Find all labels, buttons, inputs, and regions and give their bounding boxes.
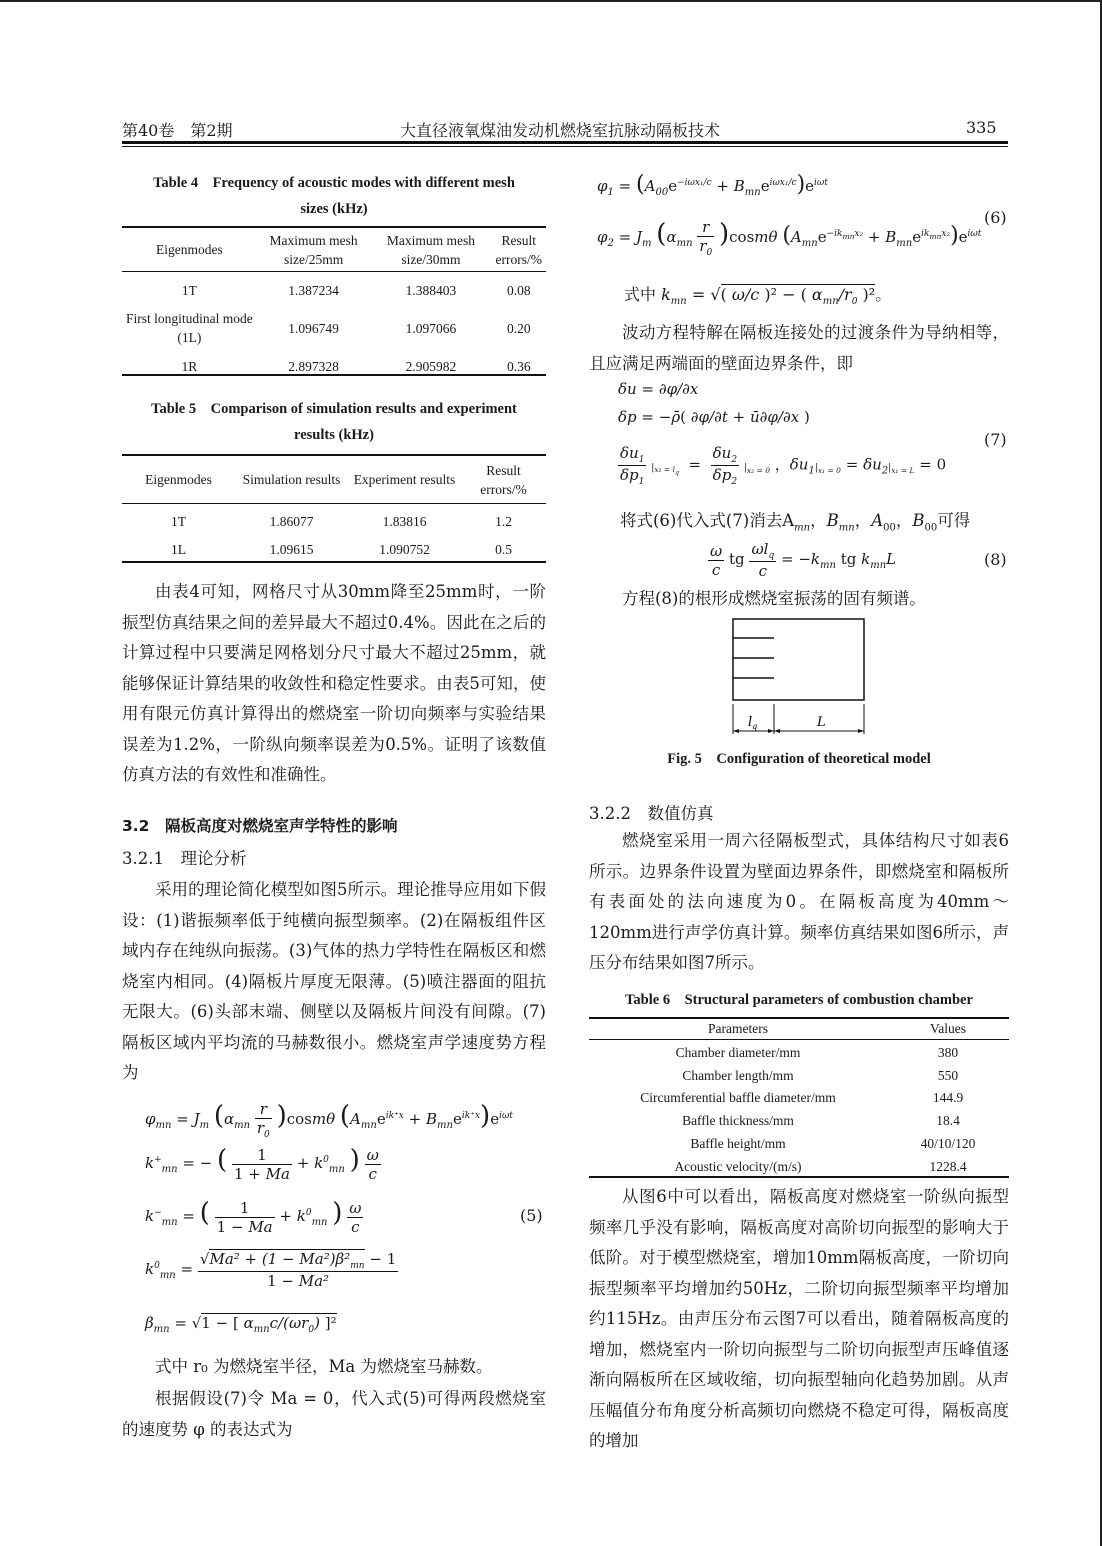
paragraph-numerical-sim: 燃烧室采用一周六径隔板型式，具体结构尺寸如表6所示。边界条件设置为壁面边界条件，即燃烧室和隔板所有表面处的法向速度为0。在隔板高度为40mm～120mm进行声学仿真计算。频率仿真结果如图6所示，声压分布结果如图7所示。	[589, 831, 1009, 972]
equation-phi1: $\varphi_1 = (A_{00}e^{-i\omega x_1/c} + B_{mn}e^{i\omega x_1/c})e^{i\omega t}$	[597, 172, 828, 198]
table-cell: 18.4	[936, 1113, 960, 1129]
table-cell: 2.905982	[405, 358, 457, 374]
table-cell: 1T	[171, 513, 186, 529]
arrowhead	[733, 729, 739, 733]
table-cell: 1.096749	[288, 320, 339, 336]
table-cell: 1.387234	[288, 282, 339, 298]
table-row	[122, 507, 546, 535]
page-top-border	[0, 0, 1102, 2]
table-cell: 1228.4	[929, 1158, 967, 1174]
table-cell: Baffle height/mm	[690, 1136, 786, 1152]
table-cell: Chamber diameter/mm	[675, 1044, 801, 1060]
table6-header: Values	[930, 1021, 966, 1037]
table-cell: 0.5	[495, 541, 512, 557]
table-cell: 40/10/120	[920, 1136, 976, 1152]
table-row	[589, 1132, 1009, 1155]
table5-top-rule	[122, 454, 546, 456]
table-cell: 1.09615	[269, 541, 314, 557]
header-rule	[122, 141, 1008, 144]
table-cell: 1T	[181, 282, 197, 298]
table-row	[122, 535, 546, 563]
table-cell: 1.097066	[405, 320, 457, 336]
paragraph-transition-conditions: 波动方程特解在隔板连接处的过渡条件为导纳相等，且应满足两端面的壁面边界条件，即	[589, 323, 1009, 373]
section-heading-3-2-2: 3.2.2 数值仿真	[589, 804, 714, 823]
table4-caption-line1: Table 4 Frequency of acoustic modes with different mesh	[153, 175, 515, 191]
paragraph-assumptions: 采用的理论简化模型如图5所示。理论推导应用如下假设：(1)谐振频率低于纯横向振型频率。(2)在隔板组件区域内存在纯纵向振荡。(3)气体的热力学特性在隔板区和燃烧室内相同。(4)隔板片厚度无限薄。(5)喷注器面的阻抗无限大。(6)头部末端、侧壁以及隔板片间没有间隙。(7)隔板区域内平均流的马赫数很小。燃烧室声学速度势方程为	[122, 880, 546, 1082]
page-number: 335	[966, 118, 997, 137]
table-row	[122, 351, 546, 381]
arrowhead	[768, 729, 774, 733]
table-row	[589, 1155, 1009, 1178]
paragraph-spectrum: 方程(8)的根形成燃烧室振荡的固有频谱。	[622, 589, 926, 608]
table5-header: Eigenmodes	[145, 472, 212, 488]
figure5-caption: Fig. 5 Configuration of theoretical model	[667, 751, 931, 767]
equation-number-5: (5)	[520, 1206, 543, 1225]
table5-caption-line2: results (kHz)	[294, 427, 374, 443]
table4	[122, 229, 546, 381]
table-cell: 1.2	[495, 513, 512, 529]
table6	[589, 1019, 1009, 1178]
table-cell: 1.090752	[379, 541, 430, 557]
equation-k-mn-definition: 式中 $k_{mn}$ = √( ω/c )² − ( $\alpha_{mn}/r_0$ )²。	[624, 285, 892, 308]
equation-number-6: (6)	[984, 208, 1007, 227]
table6-caption: Table 6 Structural parameters of combustion chamber	[625, 992, 973, 1008]
table-cell: 2.897328	[288, 358, 339, 374]
table5-caption-line1: Table 5 Comparison of simulation results and experiment	[151, 401, 517, 417]
table-row	[122, 275, 546, 305]
table-cell: 550	[937, 1067, 959, 1083]
equation-velocity-potential: $\varphi_{mn} = J_m$ ($\alpha_{mn}$ $\frac{r}{r_0}$ )cosmθ $(A_{mn}e^{ik^+x} + B_{mn}e^{ik^+x})e^{i\omega t}$	[145, 1100, 513, 1140]
table-cell: 380	[937, 1044, 959, 1060]
substitution-text: 将式(6)代入式(7)消去A	[620, 511, 795, 530]
table4-header: Result errors/%	[495, 232, 543, 267]
substitution-tail: 可得	[937, 511, 971, 530]
table-cell: First longitudinal mode (1L)	[126, 311, 253, 345]
chamber-outline	[733, 619, 864, 700]
table-cell: Circumferential baffle diameter/mm	[640, 1090, 836, 1106]
table5-header: Result errors/%	[480, 462, 527, 497]
paragraph-substitution: 将式(6)代入式(7)消去$A_{mn}$，$B_{mn}$，$A_{00}$，$B_{00}$可得	[620, 511, 971, 534]
equation-number-8: (8)	[984, 550, 1007, 569]
equation-beta: $\beta_{mn} = √1$ − [ $\alpha_{mn}c/(\omega r_0)$ ]²	[145, 1314, 337, 1335]
equation-number-7: (7)	[984, 430, 1007, 449]
table-cell: 1.86077	[269, 513, 314, 529]
equation-phi2: $\varphi_2 = J_m$ ($\alpha_{mn}$ $\frac{r}{r_0}$ )cosmθ $(A_{mn}e^{-ik_{mn}x_2} + B_{mn}e^{ik_{mn}x_2})e^{i\omega t}$	[597, 218, 982, 258]
table4-bottom-rule	[122, 374, 546, 376]
table-row	[589, 1041, 1009, 1064]
table4-caption-line2: sizes (kHz)	[300, 201, 368, 217]
table-cell: 0.20	[506, 320, 531, 336]
table-cell: 1L	[171, 541, 186, 557]
table4-header: Eigenmodes	[156, 242, 223, 258]
equation-k-zero: $k^0_{mn}$ = $\frac{√Ma^2 + (1 - Ma^2)\beta^2_{mn} - 1}{\text{1 − Ma²}}$	[145, 1250, 397, 1290]
section-heading-3-2: 3.2 隔板高度对燃烧室声学特性的影响	[122, 817, 398, 835]
k-definition-prefix: 式中	[624, 285, 657, 304]
table-cell: 1.83816	[382, 513, 427, 529]
table6-header: Parameters	[708, 1021, 768, 1037]
table-cell: 1R	[181, 358, 198, 374]
table-cell: 0.36	[506, 358, 531, 374]
header-rule-thin	[122, 146, 1008, 147]
running-title: 大直径液氧煤油发动机燃烧室抗脉动隔板技术	[400, 121, 721, 140]
equation-k-minus: $k^-_{mn}$ = ( $\frac{1}{1 - Ma}$ + $k^0_{mn}$ ) $\frac{\omega}{c}$	[145, 1198, 362, 1236]
table-row	[122, 305, 546, 351]
table-row	[589, 1109, 1009, 1132]
table5-header: Experiment results	[353, 472, 456, 488]
table-cell: 0.08	[506, 282, 531, 298]
label-lq: $l_q$	[748, 715, 758, 731]
table4-caption	[122, 170, 546, 222]
table5	[122, 457, 546, 563]
paragraph-results-analysis: 从图6中可以看出，隔板高度对燃烧室一阶纵向振型频率几乎没有影响，隔板高度对高阶切向振型的影响大于低阶。对于模型燃烧室，增加10mm隔板高度，一阶切向振型频率平均增加约50Hz，二阶切向振型频率平均增加约115Hz。由声压分布云图7可以看出，随着隔板高度的增加，燃烧室内一阶切向振型与二阶切向振型声压峰值逐渐向隔板所在区域收缩，切向振型轴向化趋势加剧。从声压幅值分布角度分析高频切向燃烧不稳定可得，隔板高度的增加	[589, 1187, 1009, 1450]
table4-header: Maximum mesh size/30mm	[386, 232, 475, 267]
figure5-theoretical-model	[720, 612, 880, 748]
paragraph-ma-zero: 根据假设(7)令 Ma = 0，代入式(5)可得两段燃烧室的速度势 φ 的表达式为	[122, 1389, 546, 1439]
table5-caption	[122, 396, 546, 448]
table5-header: Simulation results	[242, 472, 341, 488]
table6-bottom-rule	[589, 1176, 1009, 1178]
journal-volume: 第40卷 第2期	[122, 121, 233, 140]
table-row	[589, 1087, 1009, 1110]
table-cell: Chamber length/mm	[682, 1067, 794, 1083]
equation-dp: δp = −ρ̄( ∂φ/∂t + ū∂φ/∂x )	[618, 408, 810, 426]
table-row	[589, 1064, 1009, 1087]
table5-bottom-rule	[122, 561, 546, 563]
table-cell: Acoustic velocity/(m/s)	[674, 1158, 802, 1174]
table4-top-rule	[122, 226, 546, 228]
arrowhead	[858, 729, 864, 733]
table-cell: 1.388403	[405, 282, 457, 298]
section-heading-3-2-1: 3.2.1 理论分析	[122, 849, 247, 868]
paragraph-symbols: 式中 r₀ 为燃烧室半径，Ma 为燃烧室马赫数。	[155, 1357, 493, 1376]
equation-du: δu = ∂φ/∂x	[618, 380, 699, 398]
label-L: L	[817, 715, 826, 730]
paragraph-mesh-convergence: 由表4可知，网格尺寸从30mm降至25mm时，一阶振型仿真结果之间的差异最大不超过0.4%。因此在之后的计算过程中只要满足网格划分尺寸最大不超过25mm，就能够保证计算结果的收敛性和稳定性要求。由表5可知，使用有限元仿真计算得出的燃烧室一阶切向频率与实验结果误差为1.2%，一阶纵向频率误差为0.5%。证明了该数值仿真方法的有效性和准确性。	[122, 582, 546, 784]
arrowhead	[774, 729, 780, 733]
equation-k-plus: $k^+_{mn}$ = − ( $\frac{1}{1 + Ma}$ + $k^0_{mn}$ ) $\frac{\omega}{c}$	[145, 1145, 379, 1183]
equation-characteristic: $\frac{\omega}{c}$ tg $\frac{\omega l_q}{c}$ = $-k_{mn}$ tg $k_{mn}L$	[710, 540, 897, 580]
table-cell: Baffle thickness/mm	[682, 1113, 794, 1129]
equation-boundary: $\frac{\delta u_1}{\delta p_1}$ $|_{x_1 = l_q}$ = $\frac{\delta u_2}{\delta p_2}$ $|_{x_2 = 0}$ ，$\delta u_1|_{x_1 = 0} = \delta u_2|_{x_1 = L} = 0$	[620, 444, 947, 487]
table-cell: 144.9	[932, 1090, 964, 1106]
table4-header: Maximum mesh size/25mm	[269, 232, 358, 267]
